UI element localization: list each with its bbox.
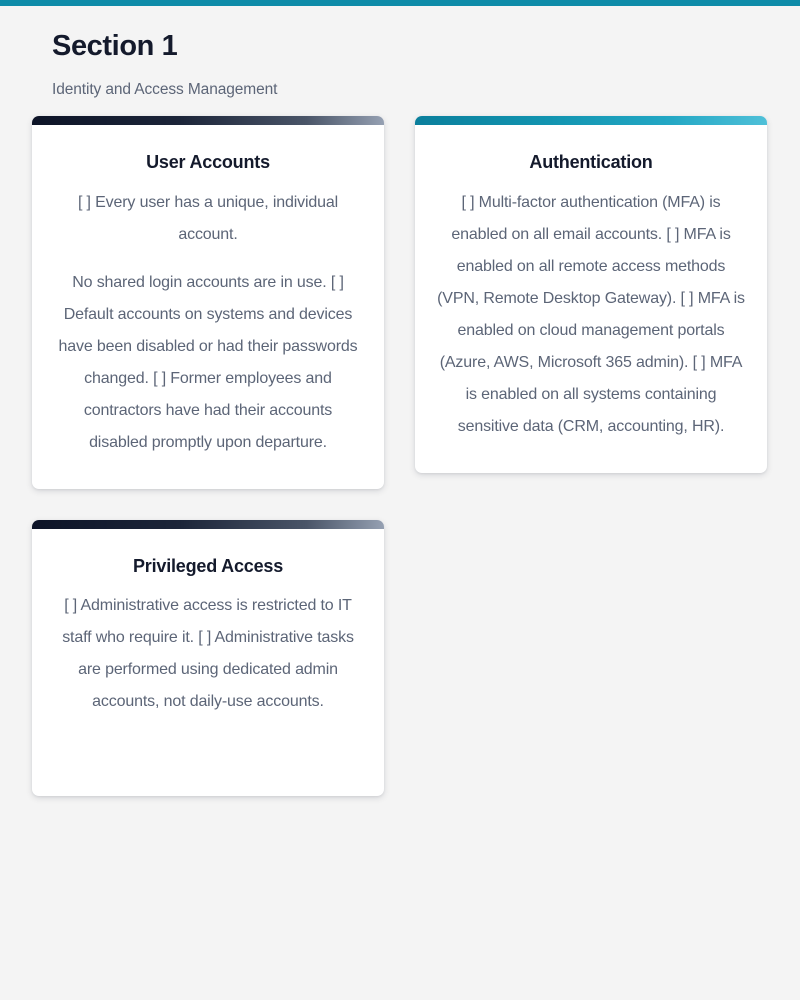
card-grid bbox=[32, 116, 768, 796]
card-paragraph: [ ] Administrative access is restricted to IT staff who require it. [ ] Administrative tasks are performed using dedicated admin accounts, not daily-use accounts. bbox=[62, 597, 354, 711]
card-title: Privileged Access bbox=[132, 555, 284, 576]
page-title: Section 1 bbox=[52, 30, 178, 62]
checklist-card[interactable] bbox=[32, 116, 384, 489]
card-body bbox=[415, 125, 767, 473]
card-accent-bar bbox=[32, 116, 384, 125]
card-accent-bar bbox=[32, 520, 384, 529]
card-title: User Accounts bbox=[146, 152, 270, 173]
card-body bbox=[32, 529, 384, 797]
page-subtitle: Identity and Access Management bbox=[52, 81, 278, 99]
card-paragraph: [ ] Multi-factor authentication (MFA) is enabled on all email accounts. [ ] MFA is enabled on all remote access methods (VPN, Remote Desktop Gateway). [ ] MFA is enabled on cloud management portals (Azure, AWS, Microsoft 365 admin). [ ] MFA is enabled on all systems containing sensitive data (CRM, accounting, HR). bbox=[437, 193, 745, 435]
checklist-card[interactable] bbox=[415, 116, 767, 473]
card-paragraph: [ ] Every user has a unique, individual account. bbox=[77, 193, 339, 243]
page-accent-bar bbox=[0, 0, 800, 6]
section-header bbox=[32, 6, 768, 99]
card-accent-bar bbox=[415, 116, 767, 125]
card-body bbox=[32, 125, 384, 489]
checklist-card[interactable] bbox=[32, 520, 384, 797]
card-title: Authentication bbox=[529, 152, 653, 173]
card-paragraph: No shared login accounts are in use. [ ] Default accounts on systems and devices have been disabled or had their passwords changed. [ ] Former employees and contractors have had their accounts disabled promptly upon departure. bbox=[58, 273, 358, 451]
